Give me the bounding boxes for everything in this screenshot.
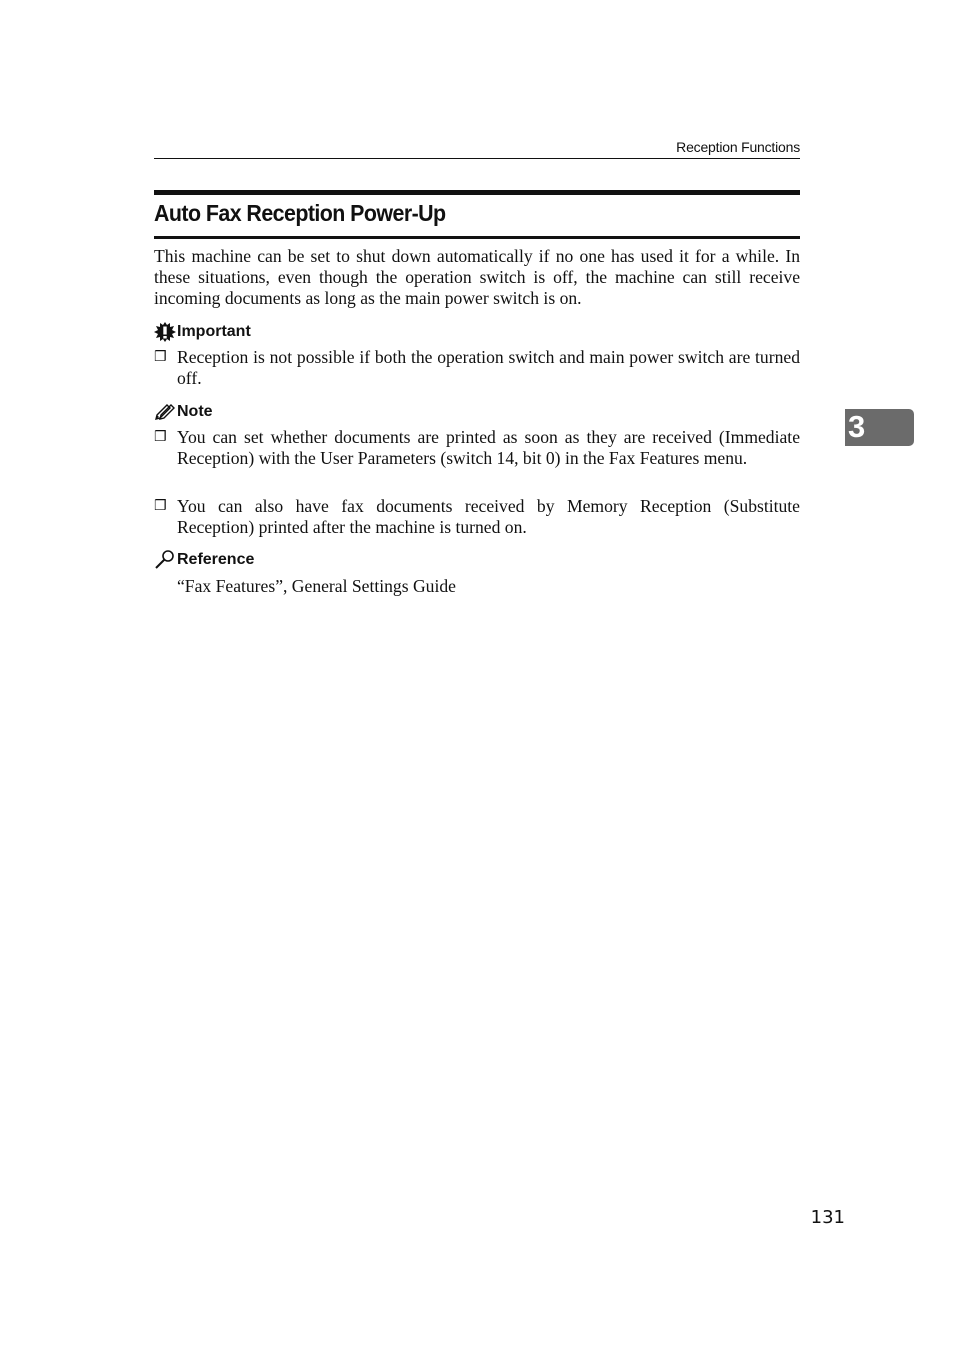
title-bottom-rule bbox=[154, 236, 800, 239]
intro-paragraph: This machine can be set to shut down automatically if no one has used it for a while. In these situations, even though the operation switch is off, the machine can still receive incoming documents as long as the main power switch is on. bbox=[154, 246, 800, 308]
page-number: 131 bbox=[810, 1207, 845, 1228]
note-item bbox=[154, 496, 800, 538]
important-item-text: Reception is not possible if both the operation switch and main power switch are turned off. bbox=[177, 347, 800, 388]
running-header: Reception Functions bbox=[676, 139, 800, 155]
title-top-rule bbox=[154, 190, 800, 195]
chapter-number: 3 bbox=[848, 409, 866, 444]
magnifier-icon bbox=[154, 550, 176, 570]
reference-text: “Fax Features”, General Settings Guide bbox=[177, 576, 456, 596]
important-item bbox=[154, 347, 800, 389]
chapter-tab bbox=[845, 409, 914, 446]
note-label: Note bbox=[177, 403, 213, 420]
checkbox-bullet-icon: ❒ bbox=[154, 498, 167, 514]
checkbox-bullet-icon: ❒ bbox=[154, 429, 167, 445]
important-label: Important bbox=[177, 323, 251, 340]
header-rule bbox=[154, 158, 800, 159]
checkbox-bullet-icon: ❒ bbox=[154, 349, 167, 365]
pencil-icon bbox=[154, 402, 176, 422]
important-heading bbox=[154, 322, 251, 342]
note-heading bbox=[154, 402, 213, 422]
note-item bbox=[154, 427, 800, 469]
reference-label: Reference bbox=[177, 551, 255, 568]
note-item-text: You can set whether documents are printed as soon as they are received (Immediate Reception) with the User Parameters (switch 14, bit 0) in the Fax Features menu. bbox=[177, 427, 800, 468]
reference-heading bbox=[154, 550, 254, 570]
section-title: Auto Fax Reception Power-Up bbox=[154, 200, 446, 226]
note-item-text: You can also have fax documents received by Memory Reception (Substitute Reception) printed after the machine is turned on. bbox=[177, 496, 800, 537]
important-icon bbox=[154, 322, 176, 342]
